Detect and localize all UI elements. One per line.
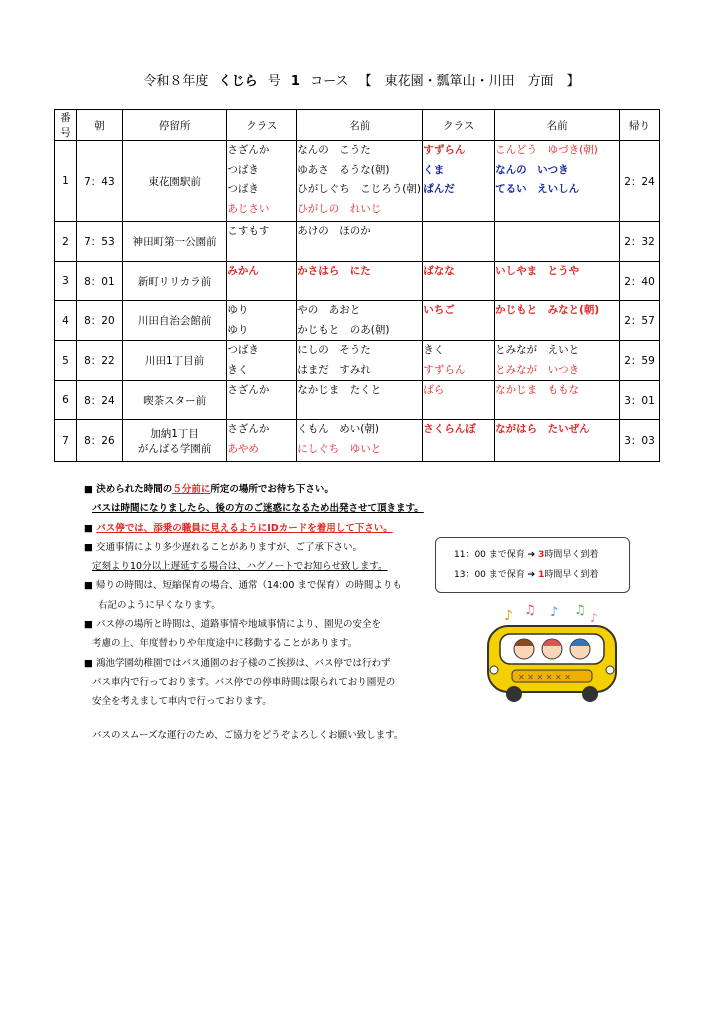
header-morning: 朝 bbox=[76, 110, 122, 141]
stop-name bbox=[122, 262, 227, 301]
callout-text: 11：00 まで保育 bbox=[454, 550, 525, 560]
title-course: コース bbox=[310, 74, 349, 89]
school-bus-illustration bbox=[482, 602, 622, 704]
child-name: てるい えいしん bbox=[495, 183, 580, 195]
child-name: かじもと のあ(朝) bbox=[297, 323, 390, 336]
class-label: いちご bbox=[423, 304, 455, 316]
morning-time: 8：22 bbox=[76, 341, 122, 381]
child-name: なんの いつき bbox=[495, 163, 569, 176]
stop-name bbox=[122, 301, 227, 341]
note-1-line-2: バスは時間になりましたら、後の方のご迷惑になるため出発させて頂きます。 bbox=[92, 503, 424, 515]
child-name: いしやま とうや bbox=[495, 265, 580, 277]
callout-suffix: 時間早く到着 bbox=[544, 570, 599, 580]
table-row bbox=[55, 341, 660, 381]
header-class-2: クラス bbox=[423, 110, 495, 141]
header-name-2: 名前 bbox=[495, 110, 620, 141]
note-text: 鴻池学園幼稚園ではバス通園のお子様のご挨拶は、バス停では行わず bbox=[96, 657, 391, 669]
table-row bbox=[55, 301, 660, 341]
bullet-icon: ■ bbox=[84, 522, 93, 534]
header-stop: 停留所 bbox=[122, 110, 227, 141]
bullet-icon: ■ bbox=[84, 541, 93, 553]
return-time: 3：03 bbox=[620, 420, 660, 462]
note-5 bbox=[84, 615, 424, 634]
name-cell bbox=[297, 141, 423, 222]
name-cell bbox=[297, 301, 423, 341]
stop-line: 新町リリカラ前 bbox=[137, 275, 212, 288]
closing-message: バスのスムーズな運行のため、ご協力をどうぞよろしくお願い致します。 bbox=[92, 729, 404, 741]
class-label: ばら bbox=[423, 384, 445, 396]
class-cell bbox=[227, 141, 297, 222]
name-cell bbox=[297, 420, 423, 462]
return-time: 3：01 bbox=[620, 381, 660, 420]
child-name: かじもと みなと(朝) bbox=[495, 304, 600, 316]
class-cell-2 bbox=[423, 381, 495, 420]
note-5-line-2: 考慮の上、年度替わりや年度途中に移動することがあります。 bbox=[92, 638, 358, 650]
header-return: 帰り bbox=[620, 110, 660, 141]
row-number: 1 bbox=[55, 141, 77, 222]
class-cell-2 bbox=[423, 222, 495, 262]
stop-line: 喫茶スター前 bbox=[143, 394, 207, 407]
morning-time: 8：01 bbox=[76, 262, 122, 301]
note-6-line-3: 安全を考えまして車内で行っております。 bbox=[92, 696, 272, 708]
class-cell bbox=[227, 262, 297, 301]
class-label: さざんか bbox=[227, 144, 270, 156]
table-header-row bbox=[55, 110, 660, 141]
stop-line: がんばる学園前 bbox=[137, 442, 212, 455]
class-label: ゆり bbox=[227, 323, 249, 336]
class-label: すずらん bbox=[423, 363, 466, 376]
class-label: さざんか bbox=[227, 384, 270, 396]
stop-name bbox=[122, 222, 227, 262]
table-row bbox=[55, 381, 660, 420]
class-label: きく bbox=[227, 363, 249, 376]
class-cell-2 bbox=[423, 420, 495, 462]
child-name: なかじま ももな bbox=[495, 384, 580, 396]
table-row bbox=[55, 262, 660, 301]
stop-line: 神田町第一公園前 bbox=[132, 236, 217, 248]
morning-time: 7：43 bbox=[76, 141, 122, 222]
child-name: ゆあさ るうな(朝) bbox=[297, 163, 390, 176]
callout-suffix: 時間早く到着 bbox=[544, 550, 599, 560]
class-cell-2 bbox=[423, 301, 495, 341]
class-label: あじさい bbox=[227, 202, 270, 215]
class-label: さざんか bbox=[227, 423, 270, 435]
class-label: ばなな bbox=[423, 265, 455, 277]
note-3 bbox=[84, 538, 424, 557]
bullet-icon: ■ bbox=[84, 484, 93, 495]
child-name: なかじま たくと bbox=[297, 384, 382, 396]
name-cell-2 bbox=[495, 222, 620, 262]
note-2 bbox=[84, 519, 424, 538]
arrow-right-icon: ➔ bbox=[527, 570, 536, 580]
bullet-icon: ■ bbox=[84, 657, 93, 669]
child-name: ひがしぐち こじろう(朝) bbox=[297, 183, 421, 195]
row-number: 2 bbox=[55, 222, 77, 262]
callout-hours: 1 bbox=[538, 570, 545, 580]
note-highlight: ５分前に bbox=[172, 484, 211, 495]
stop-name bbox=[122, 341, 227, 381]
title-number: 1 bbox=[290, 74, 300, 89]
note-text: 帰りの時間は、短縮保育の場合、通常（14:00 まで保育）の時間よりも bbox=[96, 580, 402, 592]
name-cell-2 bbox=[495, 262, 620, 301]
return-time: 2：24 bbox=[620, 141, 660, 222]
notes-section bbox=[84, 480, 424, 745]
row-number: 5 bbox=[55, 341, 77, 381]
svg-text:✕ ✕ ✕ ✕ ✕ ✕: ✕ ✕ ✕ ✕ ✕ ✕ bbox=[518, 673, 571, 682]
note-text: 所定の場所でお待ち下さい。 bbox=[210, 484, 334, 495]
svg-text:♪: ♪ bbox=[550, 605, 559, 620]
return-time: 2：32 bbox=[620, 222, 660, 262]
name-cell-2 bbox=[495, 420, 620, 462]
title-gou: 号 bbox=[267, 74, 281, 89]
morning-time: 8：24 bbox=[76, 381, 122, 420]
child-name: にしの そうた bbox=[297, 344, 371, 356]
arrow-right-icon: ➔ bbox=[527, 550, 536, 560]
child-name: はまだ すみれ bbox=[297, 363, 371, 376]
note-4-line-2: 右記のように早くなります。 bbox=[98, 599, 221, 611]
class-cell bbox=[227, 301, 297, 341]
page-title bbox=[0, 70, 723, 89]
name-cell bbox=[297, 381, 423, 420]
child-name: ながはら たいぜん bbox=[495, 423, 590, 435]
note-text: 交通事情により多少遅れることがありますが、ご了承下さい。 bbox=[96, 541, 363, 553]
child-name: ひがしの れいじ bbox=[297, 202, 382, 215]
stop-name bbox=[122, 381, 227, 420]
stop-line: 川田1丁目前 bbox=[144, 355, 205, 367]
child-name: あけの ほのか bbox=[297, 225, 371, 237]
note-3-line-2: 定刻より10分以上遅延する場合は、ハグノートでお知らせ致します。 bbox=[92, 561, 388, 573]
name-cell bbox=[297, 341, 423, 381]
class-label: さくらんぼ bbox=[423, 423, 476, 435]
stop-name bbox=[122, 420, 227, 462]
class-cell bbox=[227, 341, 297, 381]
class-label: つばき bbox=[227, 183, 259, 195]
class-cell-2 bbox=[423, 262, 495, 301]
morning-time: 8：26 bbox=[76, 420, 122, 462]
header-class: クラス bbox=[227, 110, 297, 141]
note-text: バス停の場所と時間は、道路事情や地域事情により、園児の安全を bbox=[96, 619, 382, 631]
svg-text:♪: ♪ bbox=[504, 608, 513, 624]
callout-hours: 3 bbox=[538, 550, 545, 560]
class-label: ぱんだ bbox=[423, 183, 455, 195]
row-number: 7 bbox=[55, 420, 77, 462]
class-label: くま bbox=[423, 163, 445, 176]
stop-line: 東花園駅前 bbox=[148, 175, 201, 188]
class-label: みかん bbox=[227, 265, 259, 277]
class-label: あやめ bbox=[227, 442, 259, 455]
morning-time: 8：20 bbox=[76, 301, 122, 341]
class-label: ゆり bbox=[227, 304, 249, 316]
title-bus-name: くじら bbox=[218, 74, 258, 89]
return-time: 2：40 bbox=[620, 262, 660, 301]
callout-row bbox=[436, 565, 629, 585]
name-cell-2 bbox=[495, 301, 620, 341]
note-6 bbox=[84, 654, 424, 673]
child-name: やの あおと bbox=[297, 304, 361, 316]
child-name: にしぐち ゆいと bbox=[297, 442, 382, 455]
child-name: とみなが えいと bbox=[495, 344, 580, 356]
name-cell bbox=[297, 222, 423, 262]
morning-time: 7：53 bbox=[76, 222, 122, 262]
note-text: 決められた時間の bbox=[96, 484, 173, 495]
class-cell-2 bbox=[423, 141, 495, 222]
name-cell bbox=[297, 262, 423, 301]
callout-text: 13：00 まで保育 bbox=[454, 570, 525, 580]
music-notes-icon bbox=[504, 603, 598, 625]
class-cell bbox=[227, 222, 297, 262]
class-cell bbox=[227, 381, 297, 420]
class-cell bbox=[227, 420, 297, 462]
class-cell-2 bbox=[423, 341, 495, 381]
name-cell-2 bbox=[495, 141, 620, 222]
stop-line: 加納1丁目 bbox=[150, 427, 199, 440]
header-number: 番号 bbox=[55, 110, 77, 141]
class-label: つばき bbox=[227, 163, 259, 176]
class-label: きく bbox=[423, 344, 445, 356]
child-name: とみなが いつき bbox=[495, 363, 580, 376]
callout-row bbox=[436, 545, 629, 565]
note-1 bbox=[84, 480, 424, 499]
class-label: つばき bbox=[227, 344, 259, 356]
name-cell-2 bbox=[495, 341, 620, 381]
bullet-icon: ■ bbox=[84, 580, 93, 592]
child-name: かさはら にた bbox=[297, 265, 371, 277]
name-cell-2 bbox=[495, 381, 620, 420]
title-area: 【 東花園・瓢箪山・川田 方面 】 bbox=[358, 74, 580, 89]
row-number: 3 bbox=[55, 262, 77, 301]
svg-text:♫: ♫ bbox=[574, 603, 586, 618]
child-name: くもん めい(朝) bbox=[297, 423, 379, 435]
bus-schedule-table bbox=[54, 109, 660, 462]
return-time: 2：57 bbox=[620, 301, 660, 341]
bullet-icon: ■ bbox=[84, 619, 93, 631]
svg-text:♪: ♪ bbox=[590, 611, 598, 625]
row-number: 4 bbox=[55, 301, 77, 341]
note-6-line-2: バス車内で行っております。バス停での停車時間は限られており園児の bbox=[92, 676, 396, 688]
stop-line: 川田自治会館前 bbox=[137, 315, 212, 327]
note-text: バス停では、添乗の職員に見えるようにIDカードを着用して下さい。 bbox=[96, 522, 393, 534]
stop-name bbox=[122, 141, 227, 222]
title-era: 令和８年度 bbox=[143, 74, 209, 89]
class-label: こすもす bbox=[227, 225, 270, 237]
table-row bbox=[55, 420, 660, 462]
header-name: 名前 bbox=[297, 110, 423, 141]
early-arrival-callout bbox=[435, 537, 630, 593]
row-number: 6 bbox=[55, 381, 77, 420]
child-name: こんどう ゆづき(朝) bbox=[495, 144, 598, 156]
svg-text:♫: ♫ bbox=[524, 603, 536, 618]
table-row bbox=[55, 141, 660, 222]
child-name: なんの こうた bbox=[297, 144, 371, 156]
table-row bbox=[55, 222, 660, 262]
note-4 bbox=[84, 576, 424, 595]
class-label: すずらん bbox=[423, 144, 466, 156]
return-time: 2：59 bbox=[620, 341, 660, 381]
